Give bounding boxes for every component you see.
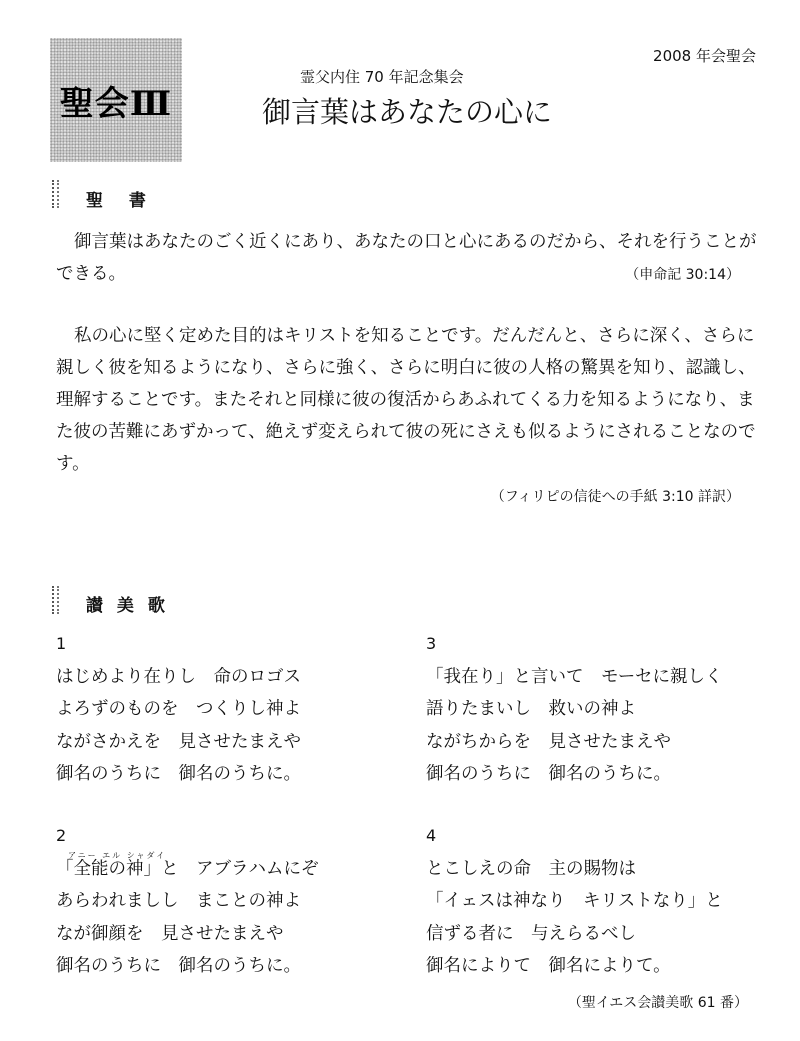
- hymn-line: 御名のうちに 御名のうちに。: [56, 764, 301, 784]
- page-subtitle: 霊父内住 70 年記念集会: [300, 68, 464, 86]
- hymn-verse-3: [426, 628, 722, 791]
- hymn-line: とこしえの命 主の賜物は: [426, 858, 636, 879]
- scripture-verse-2-text: 私の心に堅く定めた目的はキリストを知ることです。だんだんと、さらに深く、さらに親しく彼を知るようになり、さらに強く、さらに明白に彼の人格の驚異を知り、認識し、理解することです。またそれと同様に彼の復活からあふれてくる力を知るようになり、また彼の苦難にあずかって、絶えず変えられて彼の死にさえも似るようにされることなのです。: [56, 326, 756, 474]
- hymn-heading: 讃 美 歌: [86, 596, 169, 616]
- hymn-verse-number: 1: [56, 634, 67, 653]
- scripture-verse-1-ref: （申命記 30:14）: [625, 267, 740, 283]
- scripture-verse-2-ref: （フィリピの信徒への手紙 3:10 詳訳）: [490, 489, 740, 505]
- hymn-ruby-annotation: アニー エル シャダイ: [68, 851, 167, 860]
- event-year: 2008 年会聖会: [653, 47, 756, 65]
- hymn-line: 信ずる者に 与えらるべし: [426, 923, 636, 944]
- session-badge-label: 聖会Ⅲ: [59, 83, 173, 124]
- hymn-line: 御名のうちに 御名のうちに。: [426, 764, 671, 784]
- hymn-line: よろずのものを つくりし神よ: [56, 699, 301, 719]
- section-marker-icon: [52, 586, 59, 614]
- hymn-verse-number: 3: [426, 634, 437, 653]
- scripture-heading: 聖 書: [86, 191, 156, 211]
- hymn-verse-1: [56, 628, 301, 791]
- hymn-line: 「全能の神」と アブラハムにぞ: [56, 858, 319, 879]
- hymn-line: 語りたまいし 救いの神よ: [426, 699, 636, 719]
- hymn-line: ながちからを 見させたまえや: [426, 731, 671, 752]
- hymn-line: 御名のうちに 御名のうちに。: [56, 956, 301, 976]
- hymn-line: なが御顔を 見させたまえや: [56, 923, 284, 944]
- hymn-line: 御名によりて 御名によりて。: [426, 956, 671, 976]
- hymn-line: あらわれましし まことの神よ: [56, 891, 301, 911]
- page-title: 御言葉はあなたの心に: [262, 95, 553, 129]
- scripture-verse-1-text: 御言葉はあなたのごく近くにあり、あなたの口と心にあるのだから、それを行うことができる。: [56, 232, 757, 284]
- hymn-source: （聖イエス会讃美歌 61 番）: [567, 995, 748, 1011]
- hymn-verse-number: 2: [56, 826, 67, 845]
- scripture-verse-2: [56, 320, 762, 480]
- hymn-line: 「我在り」と言いて モーセに親しく: [426, 666, 723, 687]
- hymn-verse-2: [56, 820, 319, 983]
- hymn-line: はじめより在りし 命のロゴス: [56, 666, 301, 687]
- hymn-verse-4: [426, 820, 723, 983]
- hymn-line: ながさかえを 見させたまえや: [56, 731, 301, 752]
- section-marker-icon: [52, 180, 59, 208]
- hymn-line: 「イェスは神なり キリストなり」と: [426, 891, 723, 911]
- session-badge: [50, 38, 182, 162]
- hymn-verse-number: 4: [426, 826, 437, 845]
